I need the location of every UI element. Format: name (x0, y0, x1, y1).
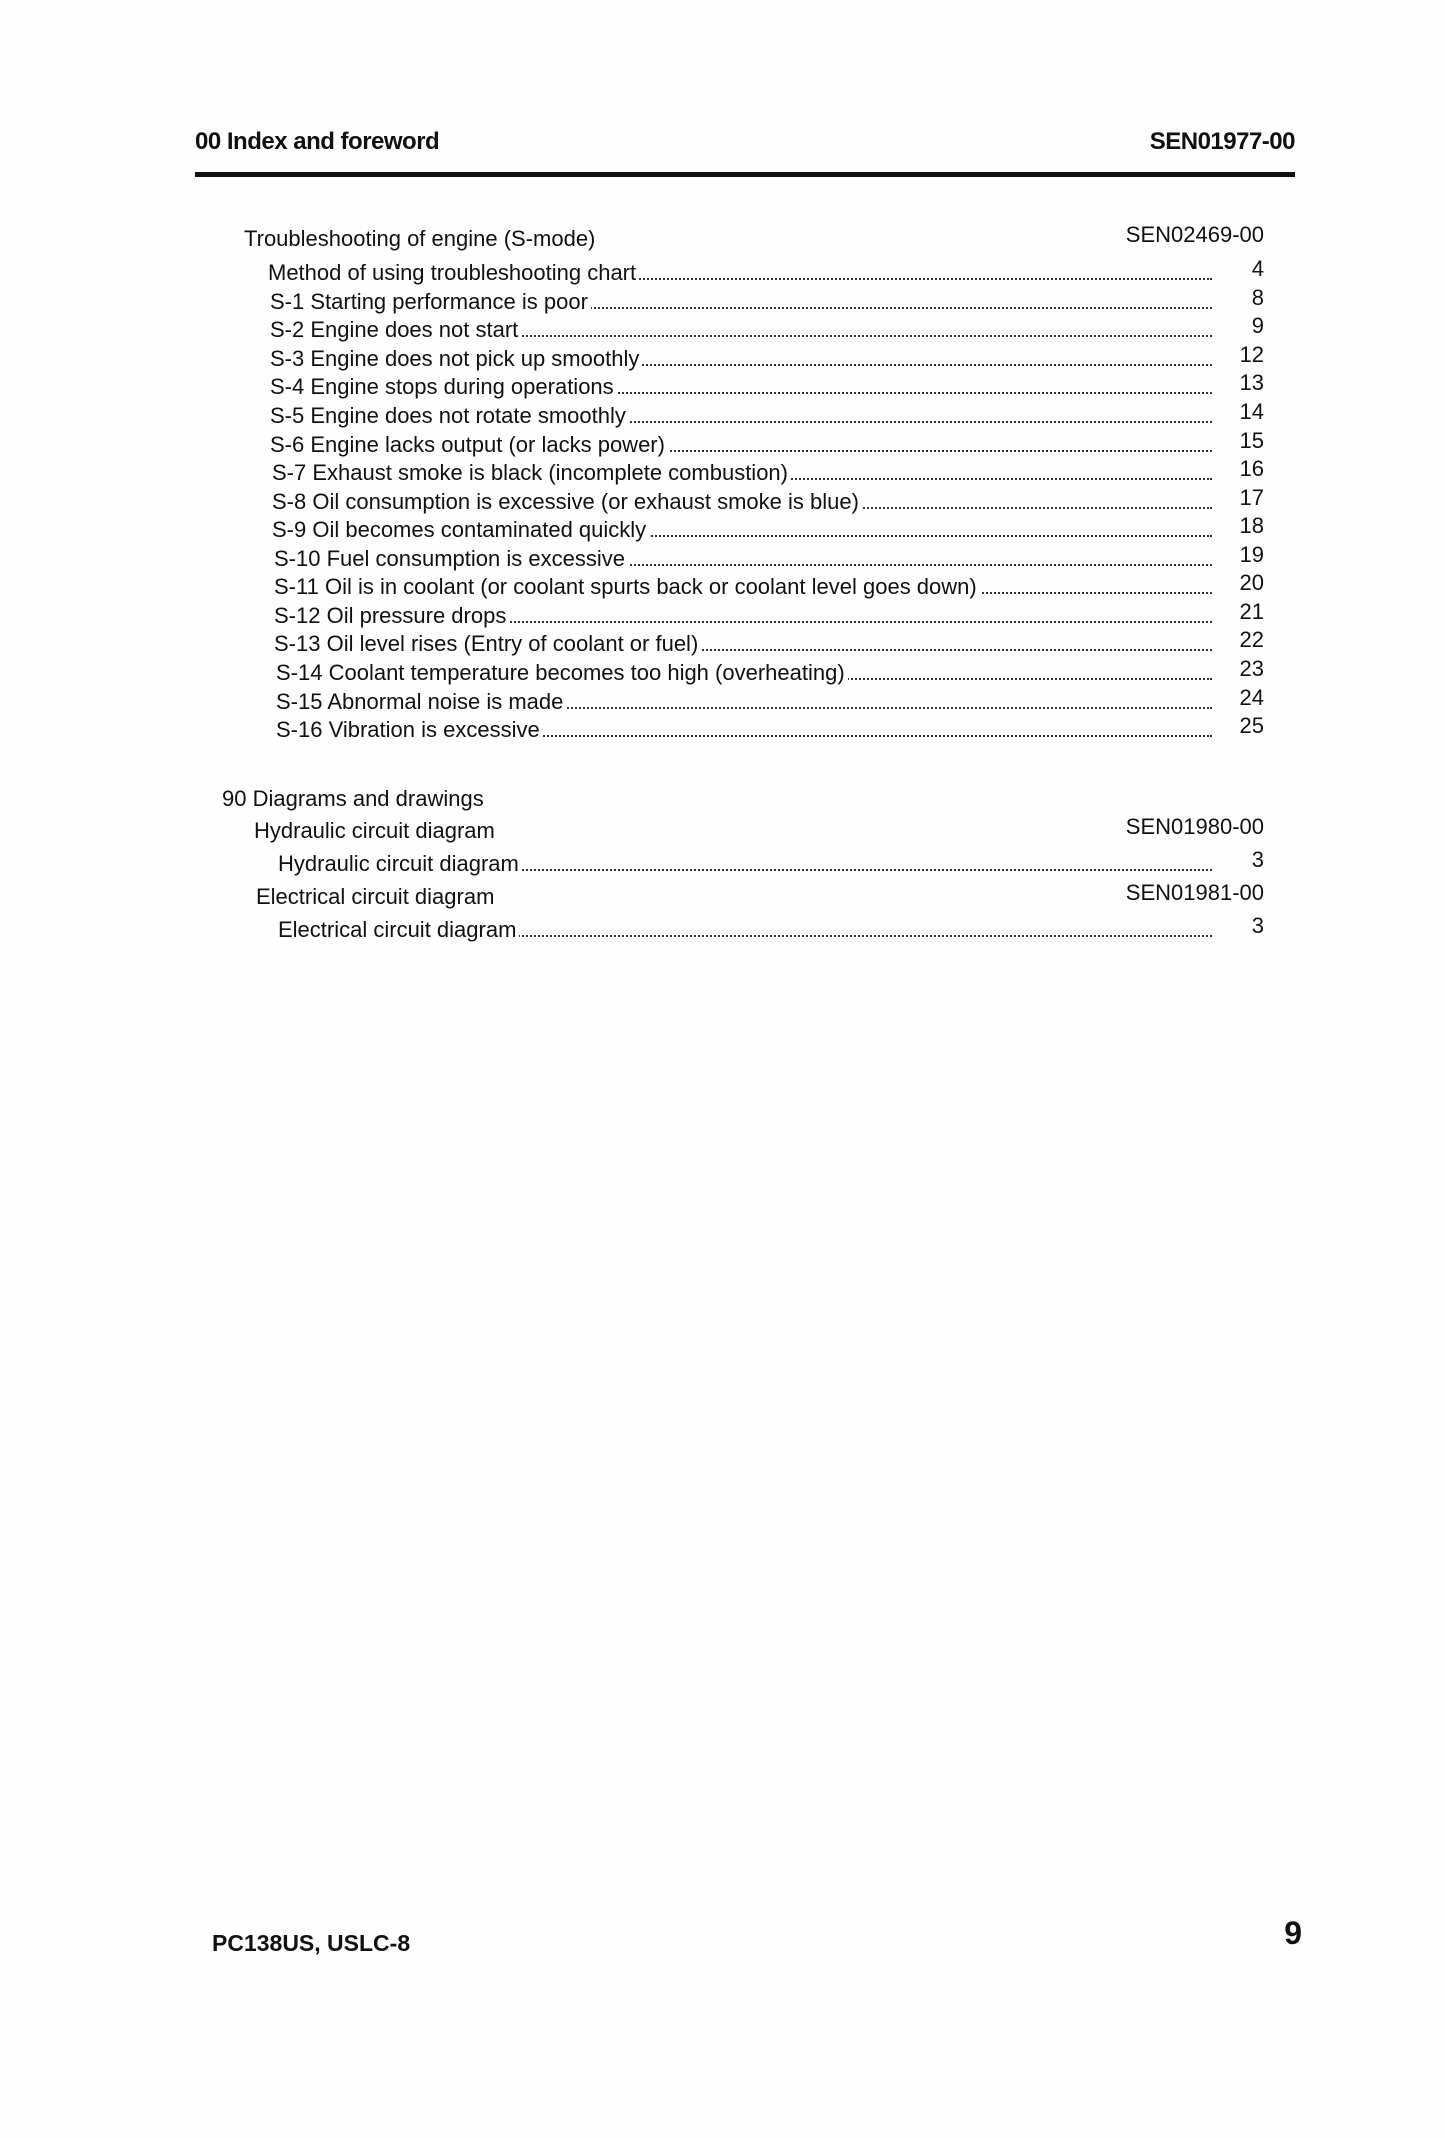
toc-entry[interactable] (270, 401, 1264, 431)
toc-entry-label: Electrical circuit diagram (278, 915, 519, 945)
toc-chapter-heading[interactable] (222, 784, 1264, 814)
toc-entry-label: Method of using troubleshooting chart (268, 258, 639, 288)
toc-entry-page: 14 (1239, 399, 1264, 424)
toc-entry-label: S-15 Abnormal noise is made (276, 687, 566, 717)
toc-entry-label: S-14 Coolant temperature becomes too high (overheating) (276, 658, 848, 688)
toc-entry[interactable] (270, 315, 1264, 345)
footer-page-number: 9 (1284, 1915, 1302, 1951)
toc-entry-label: S-6 Engine lacks output (or lacks power) (270, 430, 668, 460)
toc-group-heading[interactable] (256, 882, 1264, 912)
toc-entry-label: S-16 Vibration is excessive (276, 715, 543, 745)
toc-group-heading[interactable] (254, 816, 1264, 846)
toc-entry[interactable] (278, 915, 1264, 945)
toc-entry-page: 18 (1239, 513, 1264, 538)
toc-entry-label: S-13 Oil level rises (Entry of coolant or fuel) (274, 629, 701, 659)
toc-group-title: Hydraulic circuit diagram (254, 818, 495, 843)
toc-section-title: Troubleshooting of engine (S-mode) (244, 226, 596, 251)
toc-group-ref: SEN01980-00 (1125, 814, 1264, 839)
toc-entry-page: 23 (1239, 656, 1264, 681)
toc-entry[interactable] (270, 287, 1264, 317)
toc-entry-label: Hydraulic circuit diagram (278, 849, 522, 879)
toc-entry-page: 8 (1251, 285, 1264, 310)
toc-entry[interactable] (272, 458, 1264, 488)
toc-entry-label: S-10 Fuel consumption is excessive (274, 544, 628, 574)
toc-entry-page: 12 (1239, 342, 1264, 367)
header-document-code: SEN01977-00 (1149, 128, 1295, 155)
toc-entry-label: S-11 Oil is in coolant (or coolant spurts back or coolant level goes down) (274, 572, 980, 602)
toc-entry[interactable] (272, 487, 1264, 517)
toc-entry-label: S-12 Oil pressure drops (274, 601, 509, 631)
toc-entry-page: 15 (1239, 428, 1264, 453)
toc-entry-page: 19 (1239, 542, 1264, 567)
toc-entry-label: S-3 Engine does not pick up smoothly (270, 344, 642, 374)
toc-entry-page: 20 (1239, 570, 1264, 595)
toc-entry[interactable] (274, 572, 1264, 602)
toc-group-title: Electrical circuit diagram (256, 884, 495, 909)
toc-entry[interactable] (274, 629, 1264, 659)
header-rule (195, 172, 1295, 177)
footer-model: PC138US, USLC-8 (212, 1930, 411, 1956)
toc-entry-page: 24 (1239, 685, 1264, 710)
toc-entry-label: S-2 Engine does not start (270, 315, 521, 345)
toc-entry[interactable] (270, 372, 1264, 402)
toc-entry-page: 13 (1239, 370, 1264, 395)
toc-entry-page: 4 (1251, 256, 1264, 281)
toc-entry[interactable] (274, 601, 1264, 631)
toc-entry-page: 22 (1239, 627, 1264, 652)
toc-entry-page: 21 (1239, 599, 1264, 624)
toc-entry[interactable] (274, 544, 1264, 574)
toc-entry[interactable] (278, 849, 1264, 879)
toc-entry-label: S-1 Starting performance is poor (270, 287, 591, 317)
toc-entry-label: S-9 Oil becomes contaminated quickly (272, 515, 649, 545)
toc-section-heading[interactable] (244, 224, 1264, 254)
header-chapter-title: 00 Index and foreword (195, 128, 440, 155)
toc-entry[interactable] (276, 658, 1264, 688)
toc-entry-label: S-5 Engine does not rotate smoothly (270, 401, 629, 431)
toc-section-ref: SEN02469-00 (1125, 222, 1264, 247)
toc-entry-label: S-4 Engine stops during operations (270, 372, 617, 402)
toc-entry[interactable] (276, 687, 1264, 717)
toc-entry[interactable] (272, 515, 1264, 545)
toc-chapter-title: 90 Diagrams and drawings (222, 786, 484, 811)
toc-entry-page: 9 (1251, 313, 1264, 338)
toc-entry-page: 3 (1251, 847, 1264, 872)
toc-entry-page: 3 (1251, 913, 1264, 938)
toc-group-ref: SEN01981-00 (1125, 880, 1264, 905)
toc-entry[interactable] (276, 715, 1264, 745)
toc-entry-label: S-7 Exhaust smoke is black (incomplete combustion) (272, 458, 791, 488)
page-header (195, 128, 1295, 168)
toc-entry[interactable] (270, 344, 1264, 374)
toc-entry[interactable] (270, 430, 1264, 460)
toc-entry[interactable] (268, 258, 1264, 288)
toc-entry-page: 16 (1239, 456, 1264, 481)
toc-entry-label: S-8 Oil consumption is excessive (or exhaust smoke is blue) (272, 487, 862, 517)
toc-entry-page: 25 (1239, 713, 1264, 738)
toc-entry-page: 17 (1239, 485, 1264, 510)
